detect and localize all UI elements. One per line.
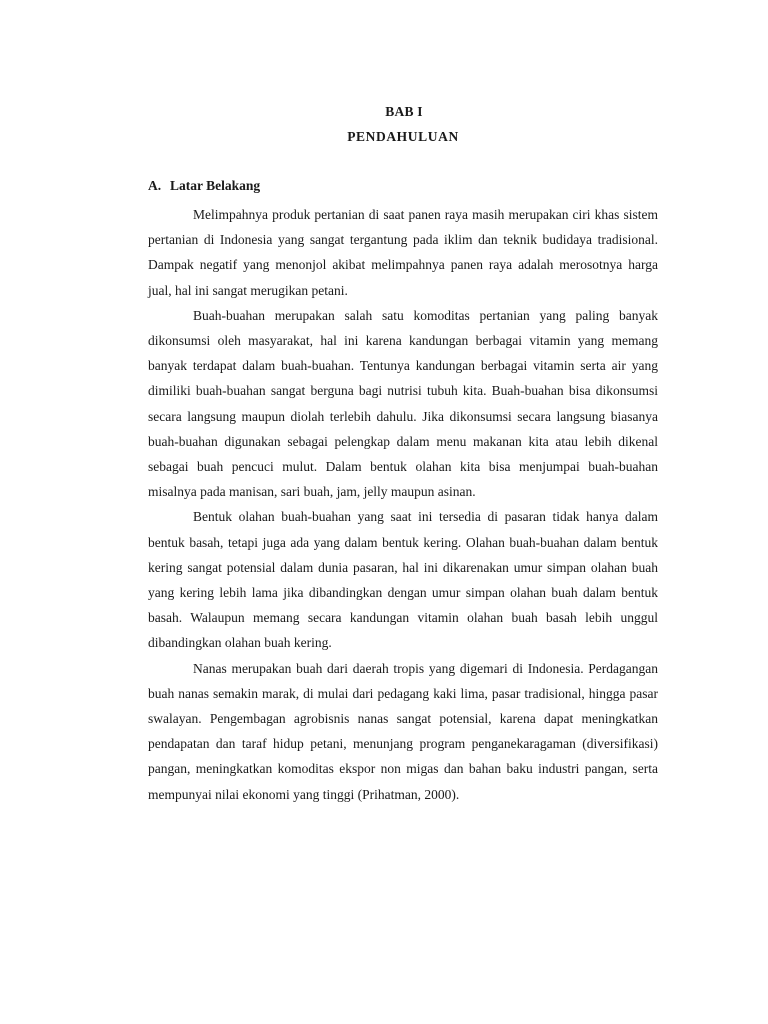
paragraph: Melimpahnya produk pertanian di saat panen raya masih merupakan ciri khas sistem pertanian di Indonesia yang sangat tergantung pada iklim dan teknik budidaya tradisional. Dampak negatif yang menonjol akibat melimpahnya panen raya adalah merosotnya harga jual, hal ini sangat merugikan petani. bbox=[148, 207, 658, 298]
body-text bbox=[148, 202, 658, 807]
chapter-number: BAB I bbox=[385, 104, 423, 119]
section-number: A. bbox=[148, 178, 162, 193]
chapter-title: PENDAHULUAN bbox=[347, 129, 459, 144]
paragraph: Buah-buahan merupakan salah satu komoditas pertanian yang paling banyak dikonsumsi oleh masyarakat, hal ini karena kandungan berbagai vitamin yang memang banyak terdapat dalam buah-buahan. Tentunya kandungan berbagai vitamin serta air yang dimiliki buah-buahan sangat berguna bagi nutrisi tubuh kita. Buah-buahan bisa dikonsumsi secara langsung maupun diolah terlebih dahulu. Jika dikonsumsi secara langsung biasanya buah-buahan digunakan sebagai pelengkap dalam menu makanan kita atau lebih dikenal sebagai buah pencuci mulut. Dalam bentuk olahan kita bisa menjumpai buah-buahan misalnya pada manisan, sari buah, jam, jelly maupun asinan. bbox=[148, 307, 658, 500]
paragraph: Bentuk olahan buah-buahan yang saat ini tersedia di pasaran tidak hanya dalam bentuk basah, tetapi juga ada yang dalam bentuk kering. Olahan buah-buahan dalam bentuk kering sangat potensial dalam dunia pasaran, hal ini dikarenakan umur simpan olahan buah yang kering lebih lama jika dibandingkan dengan umur simpan olahan buah dalam bentuk basah. Walaupun memang secara kandungan vitamin olahan buah basah lebih unggul dibandingkan olahan buah kering. bbox=[148, 509, 658, 651]
section-heading bbox=[148, 178, 260, 194]
paragraph: Nanas merupakan buah dari daerah tropis yang digemari di Indonesia. Perdagangan buah nanas semakin marak, di mulai dari pedagang kaki lima, pasar tradisional, hingga pasar swalayan. Pengembagan agrobisnis nanas sangat potensial, karena dapat meningkatkan pendapatan dan taraf hidup petani, menunjang program penganekaragaman (diversifikasi) pangan, meningkatkan komoditas ekspor non migas dan bahan baku industri pangan, serta mempunyai nilai ekonomi yang tinggi (Prihatman, 2000). bbox=[148, 660, 658, 802]
section-title: Latar Belakang bbox=[170, 178, 261, 193]
